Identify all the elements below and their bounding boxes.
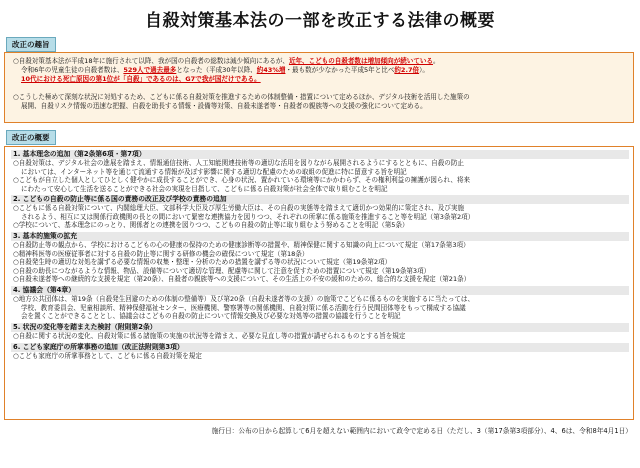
section-5-line: ○自殺に関する状況の変化、自殺対策に係る諸施策の実施の状況等を踏まえ、必要な見直し等の措置が講ぜられるものとする旨を規定 (13, 332, 406, 340)
section-5-heading: 5. 状況の変化等を踏まえた検討（附則第2条） (11, 323, 629, 332)
section-4-line: 学校、教育委員会、児童相談所、精神保健福祉センター、医療機関、警察署等の関係機関、自殺対策に係る活動を行う民間団体等をもって構成する協議 (21, 303, 466, 312)
purpose-line-1: ○自殺対策基本法が平成18年に施行されて以降、我が国の自殺者の総数は減少傾向にあるが、近年、こどもの自殺者数は増加傾向が続いている。 (13, 57, 440, 65)
purpose-section-label: 改正の趣旨 (6, 37, 56, 52)
page-title: 自殺対策基本法の一部を改正する法律の概要 (145, 11, 495, 31)
section-3-heading: 3. 基本的施策の拡充 (11, 232, 629, 241)
section-3-line: ○自殺の助長につながるような情報、物品、設備等について適切な管理、配慮等に関して注意を促すための措置について規定（第19条第3項） (13, 266, 431, 275)
section-1-heading: 1. 基本理念の追加（第2条第6項・第7項） (11, 150, 629, 159)
purpose-line-4: ○こうした極めて深刻な状況に対処するため、こどもに係る自殺対策を推進するための体制整備・措置について定めるほか、デジタル技術を活用した施策の (13, 93, 470, 101)
overview-box (4, 146, 634, 420)
section-3-line: ○自殺防止等の観点から、学校におけるこどもの心の健康の保持のための健康診断等の措置や、精神保健に関する知識の向上について規定（第17条第3項） (13, 241, 470, 249)
section-4-heading: 4. 協議会（第4章） (11, 286, 629, 295)
section-6-line: ○こども家庭庁の所掌事務として、こどもに係る自殺対策を規定 (13, 352, 202, 360)
section-1-line: においては、インターネット等を通じて流通する情報が及ぼす影響に関する適切な配慮のための取組の促進に特に留意する旨を明記 (21, 167, 407, 176)
section-3-line: ○自殺発生時の適切な対処を講ずる必要な情報の収集・整理・分析のための措置を講ずる等の状況について規定（第19条第2項） (13, 258, 392, 266)
section-3-line: ○精神科医等の医療従事者に対する自殺の防止等に関する研修の機会の確保について規定（第18条） (13, 249, 309, 258)
purpose-box (4, 52, 634, 123)
section-1-line: にわたって安心して生活を送ることができる社会の実現を目指して、こどもに係る自殺対策が社会全体で取り組むことを明記 (21, 184, 388, 193)
purpose-line-5: 展開、自殺リスク情報の迅速な把握、自殺を助長する情報・設備等対策、自殺未遂者等・自殺者の親族等への支援の強化について定める。 (21, 102, 427, 110)
purpose-line-3: 10代における死亡原因の第1位が「自殺」であるのは、G7で我が国だけである。 (21, 75, 261, 83)
effective-date-note: 施行日：公布の日から起算して6月を超えない範囲内において政令で定める日（ただし、3（第17条第3項部分）、4、6は、令和8年4月1日） (211, 427, 632, 435)
section-6-heading: 6. こども家庭庁の所掌事務の追加（改正法附則第3項） (11, 343, 629, 352)
section-3-line: ○自殺未遂者等への継続的な支援を規定（第20条）、自殺者の親族等への支援について、その生活上の不安の緩和のための、総合的な支援を規定（第21条） (13, 275, 471, 283)
section-2-line: されるよう、相互に又は関係行政機関の長との間において緊密な連携協力を図りつつ、それぞれの所掌に係る施策を推進すること等を明記（第3条第2項） (21, 212, 475, 221)
section-4-line: 会を置くことができることとし、協議会はこどもの自殺の防止について情報交換及び必要な対処等の措置の協議を行うことを明記 (21, 312, 401, 320)
section-2-line: ○こどもに係る自殺対策について、内閣総理大臣、文部科学大臣及び厚生労働大臣は、その自殺の実態等を踏まえて適切かつ効果的に策定され、及び実施 (13, 204, 465, 212)
overview-section-label: 改正の概要 (6, 130, 56, 145)
section-1-line: ○こどもが自立した個人としてひとしく健やかに成長することができ、心身の状況、置かれている環境等にかかわらず、その権利利益の擁護が図られ、将来 (13, 176, 471, 184)
section-2-line: ○学校について、基本理念にのっとり、関係者との連携を図りつつ、こどもの自殺の防止等に取り組むよう努めることを明記（第5条） (13, 221, 409, 229)
section-2-heading: 2. こどもの自殺の防止等に係る国の責務の改正及び学校の責務の追加 (11, 195, 629, 204)
purpose-line-2: 令和6年の児童生徒の自殺者数は、529人で過去最多となった（平成30年以降、約43%増・最も数が少なかった平成5年と比べ約2.7倍）。 (21, 66, 429, 74)
section-4-line: ○地方公共団体は、第19条（自殺発生回避のための体制の整備等）及び第20条（自殺未遂者等の支援）の施策でこどもに係るものを実施するに当たっては、 (13, 295, 475, 303)
section-1-line: ○自殺対策は、デジタル社会の進展を踏まえ、情報通信技術、人工知能関連技術等の適切な活用を図りながら展開されるようにするとともに、自殺の防止 (13, 159, 464, 167)
